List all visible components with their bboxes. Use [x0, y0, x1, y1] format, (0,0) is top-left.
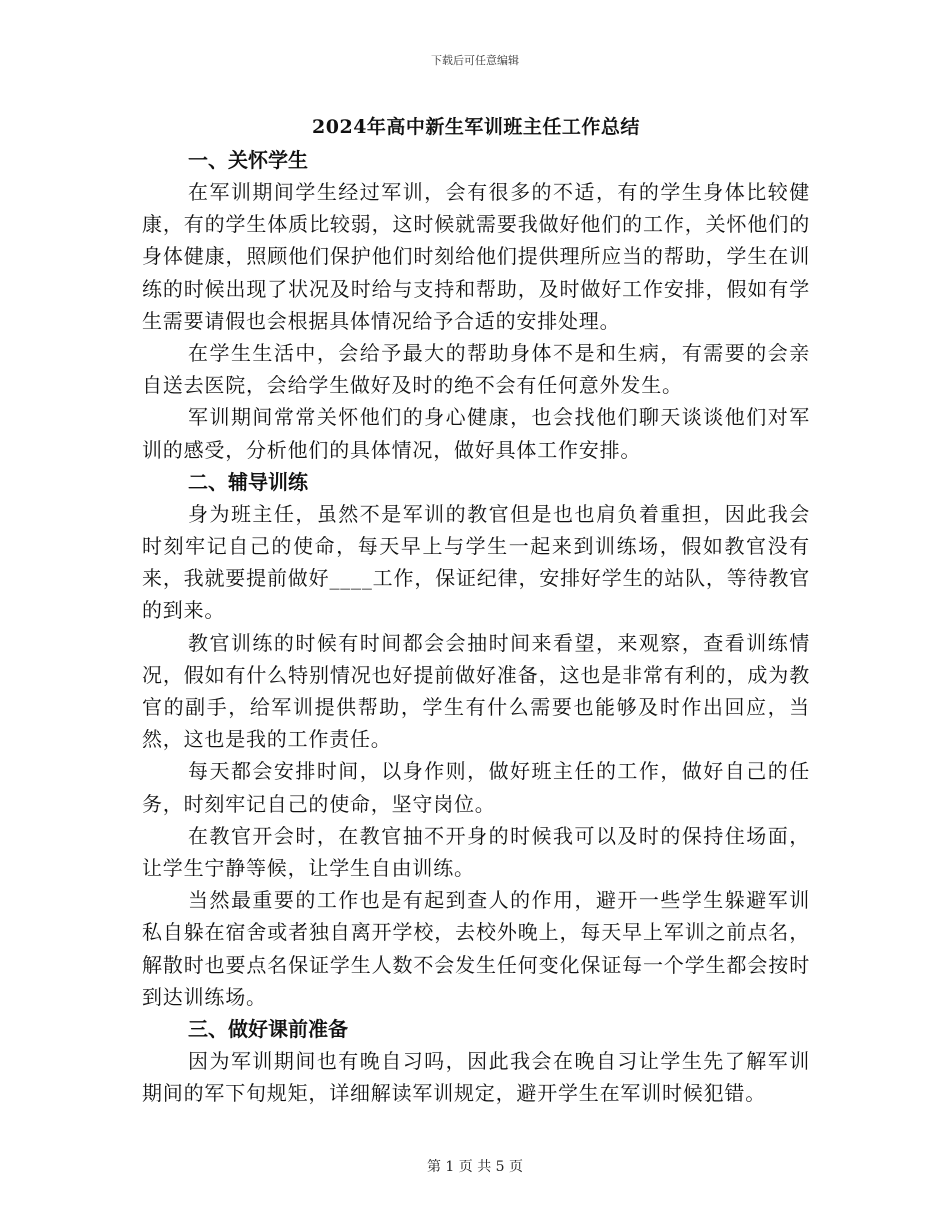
section-guide-training — [142, 466, 810, 1013]
section-care-students — [142, 144, 810, 466]
paragraph: 教官训练的时候有时间都会会抽时间来看望，来观察，查看训练情况，假如有什么特别情况也好提前做好准备，这也是非常有利的，成为教官的副手，给军训提供帮助，学生有什么需要也能够及时作出回应，当然，这也是我的工作责任。 — [142, 630, 810, 752]
paragraph: 在学生生活中，会给予最大的帮助身体不是和生病，有需要的会亲自送去医院，会给学生做好及时的绝不会有任何意外发生。 — [142, 341, 810, 398]
paragraph: 当然最重要的工作也是有起到查人的作用，避开一些学生躲避军训私自躲在宿舍或者独自离开学校，去校外晚上，每天早上军训之前点名，解散时也要点名保证学生人数不会发生任何变化保证每一个学生都会按时到达训练场。 — [142, 888, 810, 1009]
page-header-note: 下载后可任意编辑 — [431, 54, 519, 67]
paragraph: 身为班主任，虽然不是军训的教官但是也也肩负着重担，因此我会时刻牢记自己的使命，每天早上与学生一起来到训练场，假如教官没有来，我就要提前做好____工作，保证纪律，安排好学生的站队，等待教官的到来。 — [142, 501, 810, 623]
paragraph: 在教官开会时，在教官抽不开身的时候我可以及时的保持住场面，让学生宁静等候，让学生自由训练。 — [142, 823, 810, 881]
paragraph: 因为军训期间也有晚自习吗，因此我会在晚自习让学生先了解军训期间的军下旬规矩，详细解读军训规定，避开学生在军训时候犯错。 — [142, 1049, 810, 1106]
section-heading: 三、做好课前准备 — [188, 1017, 348, 1042]
document-title: 2024年高中新生军训班主任工作总结 — [312, 116, 640, 138]
paragraph: 每天都会安排时间，以身作则，做好班主任的工作，做好自己的任务，时刻牢记自己的使命，坚守岗位。 — [142, 759, 810, 816]
paragraph: 在军训期间学生经过军训，会有很多的不适，有的学生身体比较健康，有的学生体质比较弱，这时候就需要我做好他们的工作，关怀他们的身体健康，照顾他们保护他们时刻给他们提供理所应当的帮助，学生在训练的时候出现了状况及时给与支持和帮助，及时做好工作安排，假如有学生需要请假也会根据具体情况给予合适的安排处理。 — [142, 180, 810, 333]
document-body — [142, 111, 810, 1109]
section-heading: 一、关怀学生 — [188, 148, 308, 172]
section-class-preparation — [142, 1013, 810, 1109]
section-heading: 二、辅导训练 — [188, 469, 308, 494]
paragraph: 军训期间常常关怀他们的身心健康，也会找他们聊天谈谈他们对军训的感受，分析他们的具体情况，做好具体工作安排。 — [142, 405, 810, 462]
page-number: 第 1 页 共 5 页 — [426, 1159, 524, 1175]
